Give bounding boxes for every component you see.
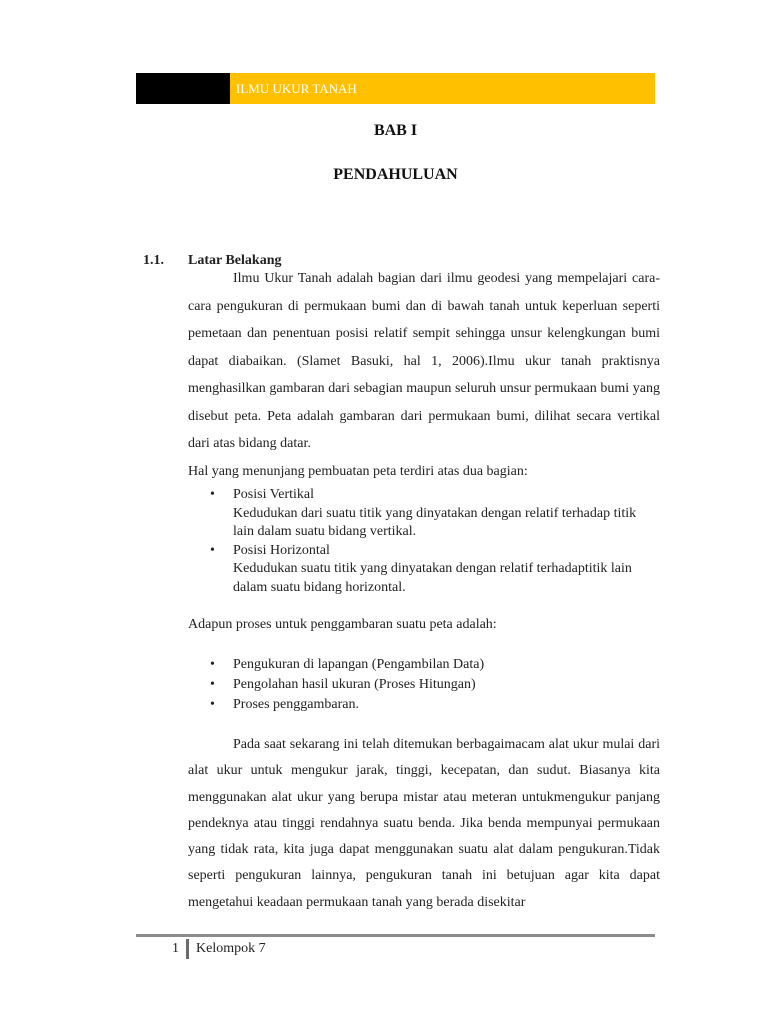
list-item-title: Posisi Horizontal [233,542,330,558]
list-item-desc: Kedudukan dari suatu titik yang dinyatakan dengan relatif terhadap titik lain dalam suatu bidang vertikal. [233,505,637,539]
list-item [188,655,660,675]
list-item-title: Posisi Vertikal [233,487,315,502]
process-list [188,655,660,715]
paragraph-parts: Hal yang menunjang pembuatan peta terdiri atas dua bagian: [188,464,528,479]
bullet-icon: • [210,677,215,692]
footer-divider [136,934,655,937]
paragraph-tools: Pada saat sekarang ini telah ditemukan berbagaimacam alat ukur mulai dari alat ukur untuk mengukur jarak, tinggi, kecepatan, dan sudut. Biasanya kita menggunakan alat ukur yang berupa mistar atau meteran untukmengukur panjang pendeknya atau tinggi rendahnya suatu benda. Jika benda mempunyai permukaan yang tidak rata, kita juga dapat menggunakan suatu alat dalam pengukuran.Tidak seperti pengukuran lainnya, pengukuran tanah ini betujuan agar kita dapat mengetahui keadaan permukaan tanah yang berada disekitar [188,737,660,910]
list-item-desc: Kedudukan suatu titik yang dinyatakan dengan relatif terhadaptitik lain dalam suatu bidang horizontal. [233,561,632,595]
bullet-icon: • [210,657,215,672]
paragraph-process: Adapun proses untuk penggambaran suatu peta adalah: [188,617,497,632]
header-black-block [136,73,230,104]
list-item [188,695,660,715]
list-item-text: Pengolahan hasil ukuran (Proses Hitungan) [233,677,476,692]
list-item-text: Pengukuran di lapangan (Pengambilan Data) [233,657,485,672]
list-item [188,542,660,598]
list-item-text: Proses penggambaran. [233,697,359,712]
section-title: Latar Belakang [188,253,282,268]
bullet-icon: • [210,697,215,712]
paragraph-intro: Ilmu Ukur Tanah adalah bagian dari ilmu geodesi yang mempelajari cara-cara pengukuran di permukaan bumi dan di bawah tanah untuk keperluan seperti pemetaan dan penentuan posisi relatif sempit sehingga unsur kelengkungan bumi dapat diabaikan. (Slamet Basuki, hal 1, 2006).Ilmu ukur tanah praktisnya menghasilkan gambaran dari sebagian maupun seluruh unsur permukaan bumi yang disebut peta. Peta adalah gambaran dari permukaan bumi, dilihat secara vertikal dari atas bidang datar. [188,271,660,451]
bullet-icon: • [210,542,215,558]
list-item [188,675,660,695]
page-number: 1 [172,941,179,956]
header-bar [136,73,655,104]
chapter-title: PENDAHULUAN [333,166,458,183]
chapter-label: BAB I [373,122,418,139]
list-item [188,486,660,542]
positions-list [188,486,660,597]
header-title: ILMU UKUR TANAH [230,73,655,104]
footer-group: Kelompok 7 [196,941,266,956]
footer-separator [186,939,189,959]
section-number: 1.1. [143,253,164,268]
bullet-icon: • [210,487,215,502]
